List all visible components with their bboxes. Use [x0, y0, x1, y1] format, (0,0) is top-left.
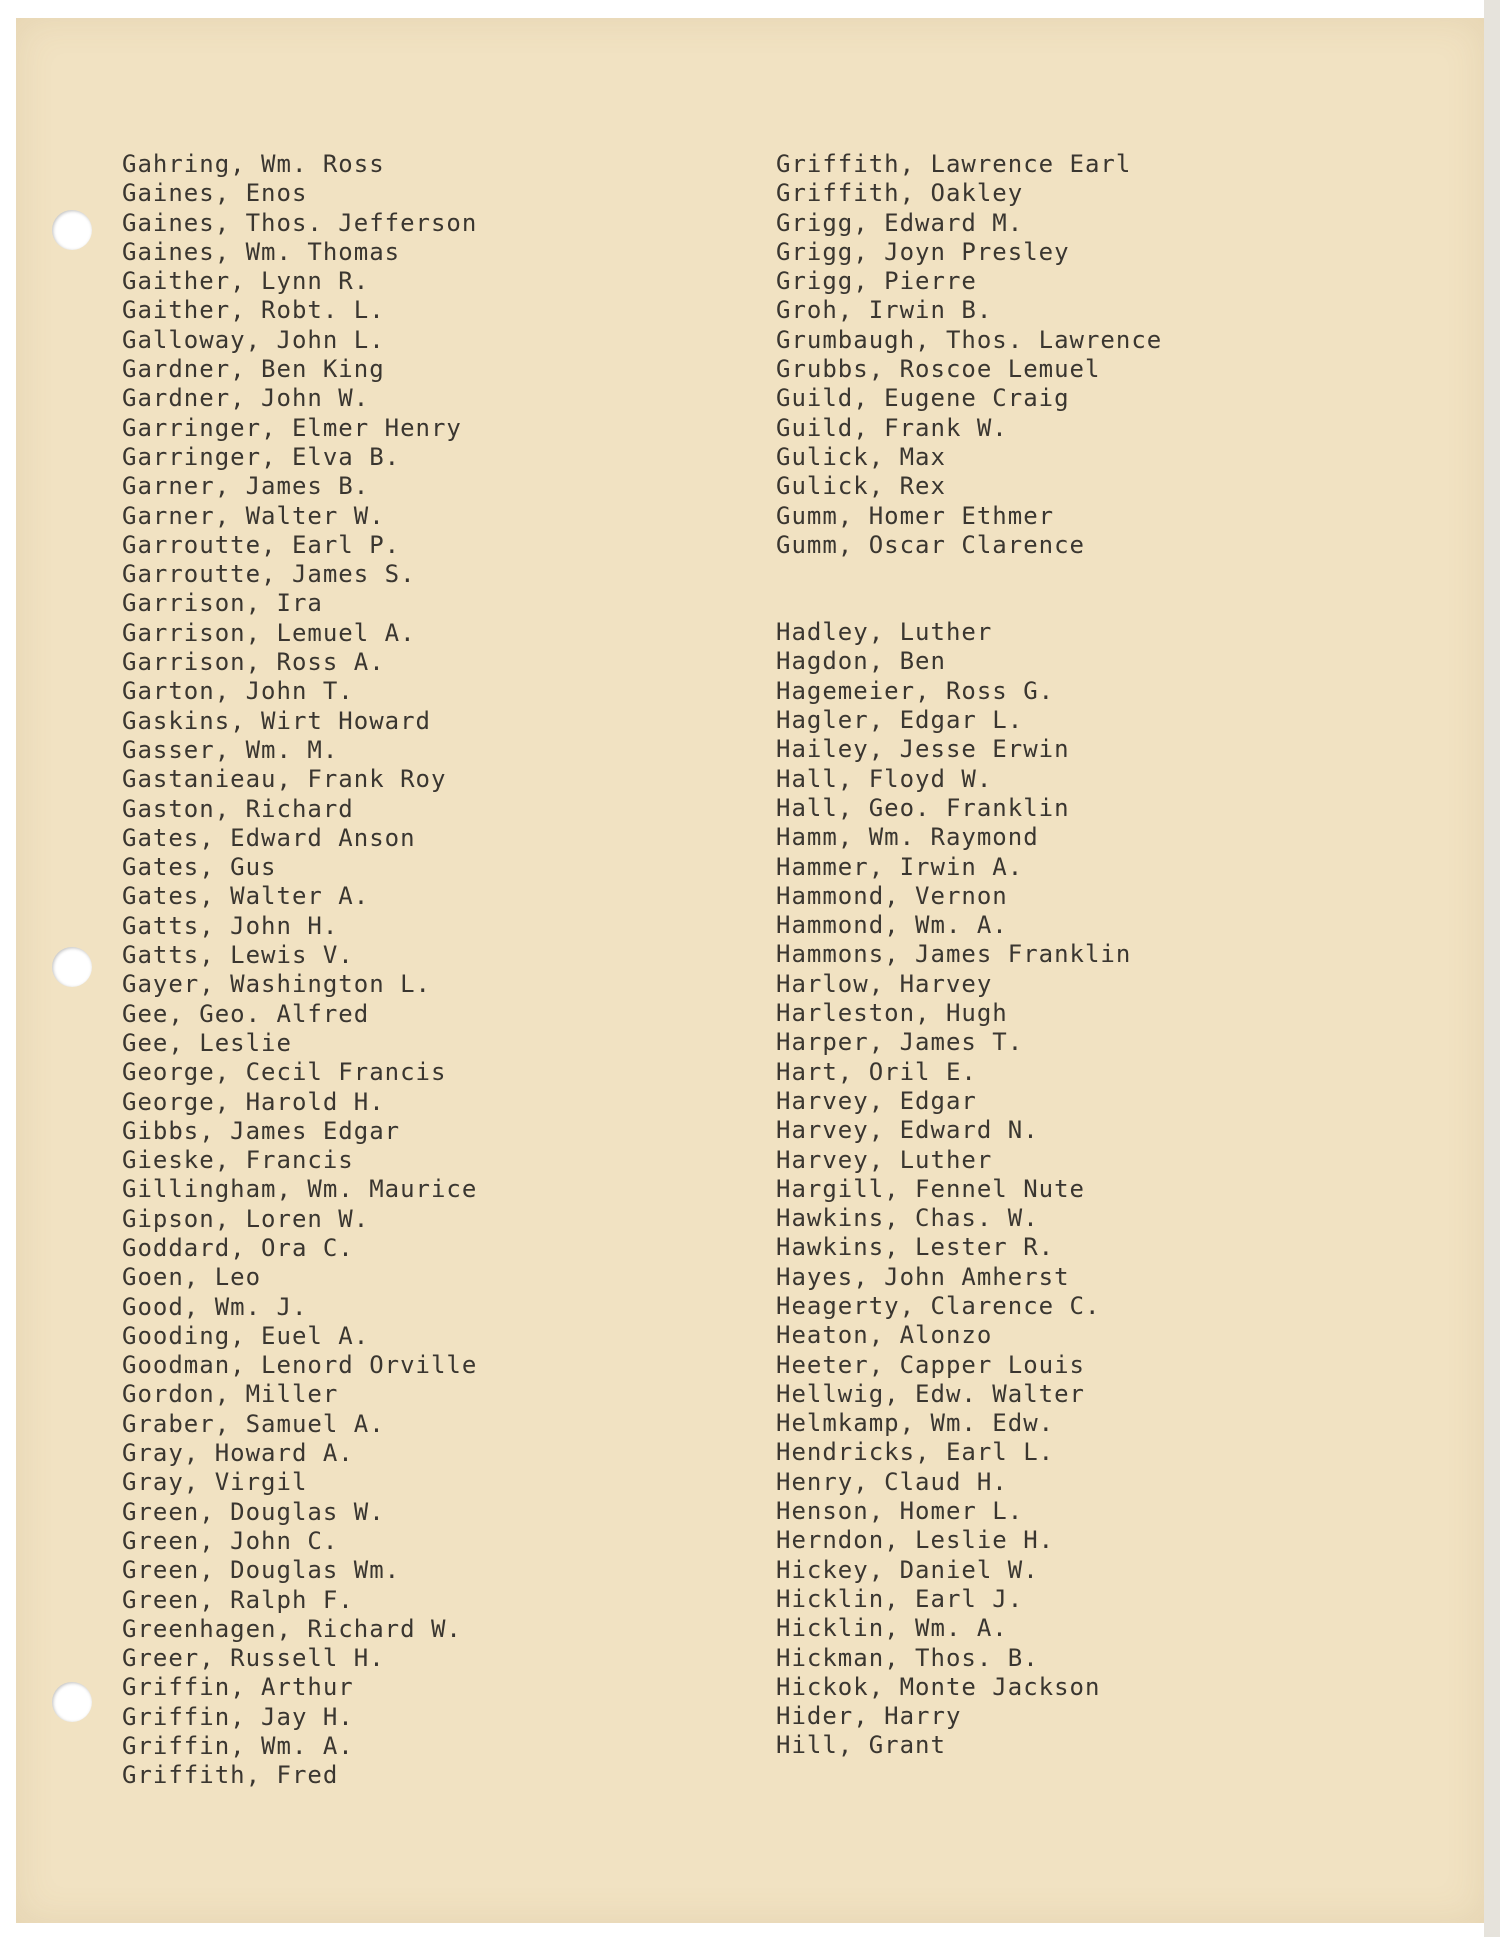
name-entry: Gaines, Wm. Thomas: [122, 237, 401, 266]
name-entry: Harvey, Luther: [776, 1145, 993, 1174]
name-entry: Greenhagen, Richard W.: [122, 1614, 462, 1643]
left-name-column: [122, 150, 477, 1791]
name-entry: Herndon, Leslie H.: [776, 1526, 1055, 1555]
name-entry: Gooding, Euel A.: [122, 1321, 370, 1350]
name-entry: Hider, Harry: [776, 1702, 962, 1731]
name-entry: Gahring, Wm. Ross: [122, 150, 385, 178]
name-entry: Hendricks, Earl L.: [776, 1438, 1055, 1467]
name-entry: Gaines, Enos: [122, 179, 308, 208]
right-name-column: [776, 150, 1162, 1761]
section-gap: [776, 560, 1162, 618]
name-entry: Gates, Walter A.: [122, 882, 370, 911]
name-entry: Galloway, John L.: [122, 325, 385, 354]
name-entry: Garner, Walter W.: [122, 501, 385, 530]
name-entry: Hawkins, Lester R.: [776, 1233, 1055, 1262]
name-entry: Hall, Floyd W.: [776, 764, 993, 793]
name-entry: Gatts, Lewis V.: [122, 941, 354, 970]
name-entry: George, Cecil Francis: [122, 1058, 447, 1087]
name-entry: Hicklin, Earl J.: [776, 1584, 1024, 1613]
name-entry: Grumbaugh, Thos. Lawrence: [776, 325, 1163, 354]
name-entry: Gulick, Rex: [776, 472, 946, 501]
scan-edge: [1484, 0, 1500, 1937]
name-entry: Guild, Eugene Craig: [776, 384, 1070, 413]
name-entry: Garner, James B.: [122, 472, 370, 501]
name-entry: George, Harold H.: [122, 1087, 385, 1116]
name-entry: Hill, Grant: [776, 1731, 946, 1760]
name-entry: Gardner, Ben King: [122, 355, 385, 384]
name-entry: Hayes, John Amherst: [776, 1262, 1070, 1291]
name-entry: Groh, Irwin B.: [776, 296, 993, 325]
name-entry: Hailey, Jesse Erwin: [776, 735, 1070, 764]
name-entry: Gates, Gus: [122, 853, 277, 882]
name-entry: Gee, Leslie: [122, 1028, 292, 1057]
name-entry: Hargill, Fennel Nute: [776, 1174, 1085, 1203]
name-entry: Grubbs, Roscoe Lemuel: [776, 355, 1101, 384]
name-entry: Gillingham, Wm. Maurice: [122, 1175, 478, 1204]
name-entry: Gipson, Loren W.: [122, 1204, 370, 1233]
name-entry: Hickman, Thos. B.: [776, 1643, 1039, 1672]
name-entry: Hart, Oril E.: [776, 1057, 977, 1086]
name-entry: Hagemeier, Ross G.: [776, 676, 1055, 705]
name-entry: Hagler, Edgar L.: [776, 706, 1024, 735]
punch-hole-top: [52, 210, 92, 250]
name-entry: Hall, Geo. Franklin: [776, 793, 1070, 822]
name-entry: Garrison, Ross A.: [122, 648, 385, 677]
name-entry: Garton, John T.: [122, 677, 354, 706]
name-entry: Garrison, Ira: [122, 589, 323, 618]
name-entry: Hicklin, Wm. A.: [776, 1614, 1008, 1643]
name-entry: Garroutte, Earl P.: [122, 530, 401, 559]
name-entry: Hamm, Wm. Raymond: [776, 823, 1039, 852]
name-entry: Garroutte, James S.: [122, 560, 416, 589]
name-entry: Green, Douglas Wm.: [122, 1556, 401, 1585]
name-entry: Hadley, Luther: [776, 618, 993, 647]
name-entry: Harvey, Edgar: [776, 1086, 977, 1115]
name-entry: Grigg, Pierre: [776, 267, 977, 296]
name-entry: Griffith, Fred: [122, 1761, 339, 1790]
name-entry: Hammond, Wm. A.: [776, 911, 1008, 940]
name-entry: Gardner, John W.: [122, 384, 370, 413]
name-entry: Heaton, Alonzo: [776, 1321, 993, 1350]
name-entry: Hawkins, Chas. W.: [776, 1204, 1039, 1233]
name-entry: Henry, Claud H.: [776, 1467, 1008, 1496]
name-entry: Hammond, Vernon: [776, 881, 1008, 910]
name-entry: Griffith, Lawrence Earl: [776, 150, 1132, 178]
name-entry: Garringer, Elmer Henry: [122, 413, 462, 442]
name-entry: Hellwig, Edw. Walter: [776, 1379, 1085, 1408]
name-entry: Greer, Russell H.: [122, 1644, 385, 1673]
name-entry: Gray, Virgil: [122, 1468, 308, 1497]
name-entry: Griffin, Wm. A.: [122, 1732, 354, 1761]
name-entry: Green, John C.: [122, 1526, 339, 1555]
name-entry: Gaskins, Wirt Howard: [122, 706, 431, 735]
name-entry: Gastanieau, Frank Roy: [122, 765, 447, 794]
name-entry: Griffith, Oakley: [776, 179, 1024, 208]
name-entry: Gaston, Richard: [122, 794, 354, 823]
name-entry: Gordon, Miller: [122, 1380, 339, 1409]
name-entry: Good, Wm. J.: [122, 1292, 308, 1321]
name-entry: Green, Douglas W.: [122, 1497, 385, 1526]
punch-hole-middle: [52, 947, 92, 987]
name-entry: Hagdon, Ben: [776, 647, 946, 676]
name-entry: Gatts, John H.: [122, 911, 339, 940]
name-entry: Hammer, Irwin A.: [776, 852, 1024, 881]
name-entry: Gaines, Thos. Jefferson: [122, 208, 478, 237]
name-entry: Gaither, Robt. L.: [122, 296, 385, 325]
name-entry: Graber, Samuel A.: [122, 1409, 385, 1438]
name-entry: Gumm, Oscar Clarence: [776, 530, 1085, 559]
name-entry: Garringer, Elva B.: [122, 442, 401, 471]
name-entry: Harper, James T.: [776, 1028, 1024, 1057]
name-entry: Goodman, Lenord Orville: [122, 1351, 478, 1380]
name-entry: Hickok, Monte Jackson: [776, 1672, 1101, 1701]
name-entry: Grigg, Joyn Presley: [776, 237, 1070, 266]
name-entry: Gumm, Homer Ethmer: [776, 501, 1055, 530]
name-entry: Garrison, Lemuel A.: [122, 618, 416, 647]
name-entry: Harvey, Edward N.: [776, 1116, 1039, 1145]
name-entry: Henson, Homer L.: [776, 1497, 1024, 1526]
name-entry: Gates, Edward Anson: [122, 823, 416, 852]
name-entry: Griffin, Arthur: [122, 1673, 354, 1702]
name-entry: Gee, Geo. Alfred: [122, 999, 370, 1028]
name-entry: Green, Ralph F.: [122, 1585, 354, 1614]
name-entry: Harlow, Harvey: [776, 969, 993, 998]
name-entry: Heagerty, Clarence C.: [776, 1291, 1101, 1320]
name-entry: Gaither, Lynn R.: [122, 267, 370, 296]
name-entry: Grigg, Edward M.: [776, 208, 1024, 237]
name-entry: Heeter, Capper Louis: [776, 1350, 1085, 1379]
name-entry: Hickey, Daniel W.: [776, 1555, 1039, 1584]
name-entry: Gray, Howard A.: [122, 1439, 354, 1468]
name-entry: Goen, Leo: [122, 1263, 262, 1292]
name-entry: Helmkamp, Wm. Edw.: [776, 1409, 1055, 1438]
name-entry: Goddard, Ora C.: [122, 1233, 354, 1262]
punch-hole-bottom: [52, 1682, 92, 1722]
name-entry: Harleston, Hugh: [776, 999, 1008, 1028]
name-entry: Griffin, Jay H.: [122, 1702, 354, 1731]
name-entry: Gasser, Wm. M.: [122, 735, 339, 764]
name-entry: Guild, Frank W.: [776, 413, 1008, 442]
name-entry: Gieske, Francis: [122, 1146, 354, 1175]
name-entry: Hammons, James Franklin: [776, 940, 1132, 969]
name-entry: Gulick, Max: [776, 442, 946, 471]
name-entry: Gibbs, James Edgar: [122, 1116, 401, 1145]
name-entry: Gayer, Washington L.: [122, 970, 431, 999]
